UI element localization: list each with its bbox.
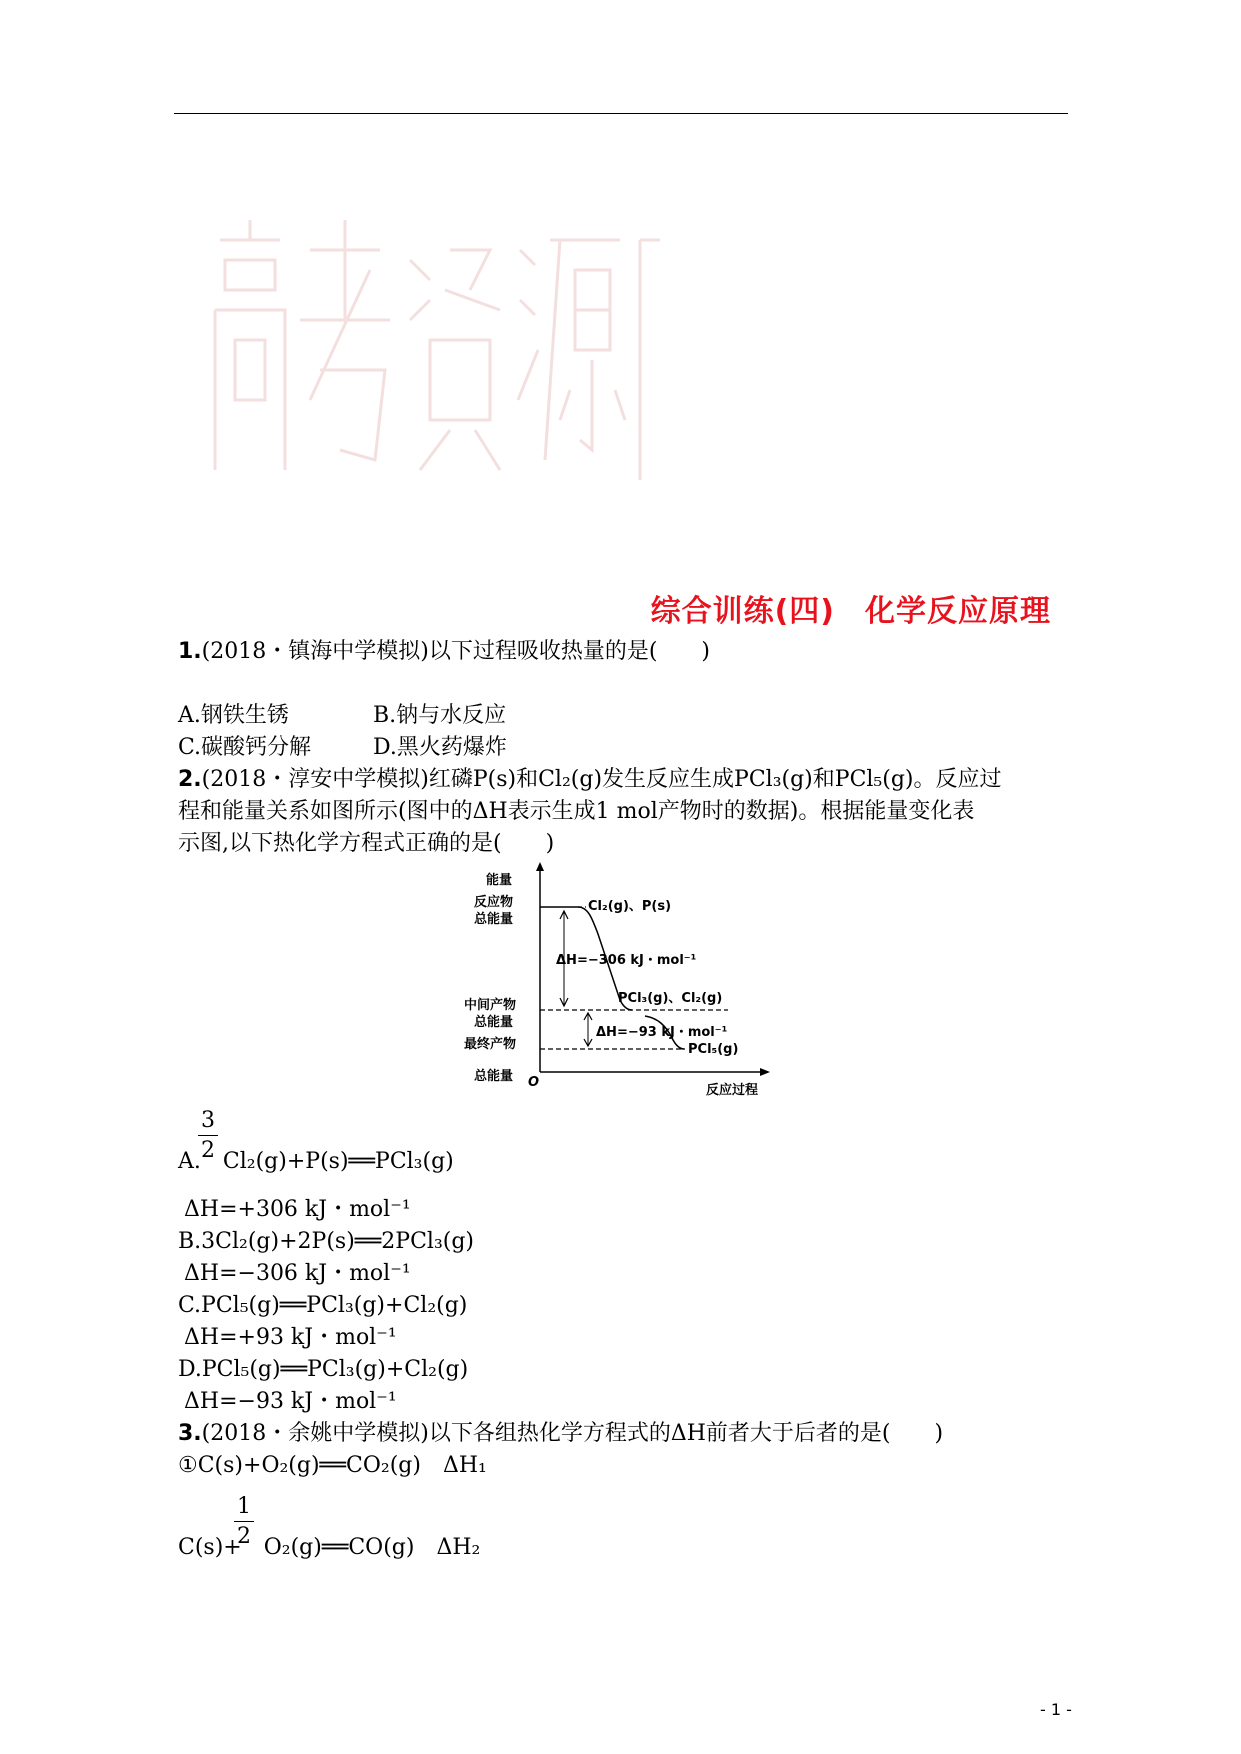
diagram-intermediate-label-2: 总能量	[474, 1015, 514, 1030]
q3-eq2-right: O₂(g)══CO(g) ΔH₂	[263, 1535, 481, 1560]
diagram-reactants-species: Cl₂(g)、P(s)	[588, 899, 672, 914]
section-title-part2: 化学反应原理	[865, 594, 1051, 629]
header-rule	[174, 113, 1068, 114]
q1-options-row1	[178, 702, 506, 730]
q2-option-b-eq: B.3Cl₂(g)+2P(s)══2PCl₃(g)	[178, 1229, 475, 1254]
page-number: - 1 -	[1040, 1700, 1072, 1719]
q3-eq2-frac-num: 1	[237, 1494, 251, 1519]
q3-stem	[178, 1420, 943, 1448]
section-title	[651, 586, 1051, 630]
diagram-reactants-label-2: 总能量	[474, 912, 514, 927]
diagram-final-label-1: 最终产物	[464, 1037, 517, 1052]
watermark-image	[200, 200, 660, 500]
diagram-final-label-2: 总能量	[474, 1069, 514, 1084]
energy-diagram	[464, 862, 790, 1098]
q1-options-row2	[178, 734, 507, 762]
q2-option-d-eq: D.PCl₅(g)══PCl₃(g)+Cl₂(g)	[178, 1357, 469, 1382]
q2-option-b-dh: ΔH=−306 kJ・mol⁻¹	[184, 1261, 411, 1286]
x-axis-arrow	[760, 1068, 770, 1076]
q3-number: 3.	[178, 1421, 202, 1446]
diagram-reactants-label-1: 反应物	[474, 895, 514, 910]
q2-stem-line1-text: (2018・淳安中学模拟)红磷P(s)和Cl₂(g)发生反应生成PCl₃(g)和PCl₅(g)。反应过	[201, 767, 1002, 792]
q1-stem-text: (2018・镇海中学模拟)以下过程吸收热量的是( )	[201, 639, 710, 664]
q1-option-c: C.碳酸钙分解	[178, 735, 312, 760]
q2-option-a-label: A.	[178, 1149, 201, 1174]
diagram-origin: O	[528, 1075, 540, 1090]
q2-number: 2.	[178, 767, 202, 792]
diagram-intermediate-species: PCl₃(g)、Cl₂(g)	[618, 991, 723, 1006]
diagram-dh1: ΔH=−306 kJ・mol⁻¹	[556, 953, 697, 968]
q2-option-a-dh: ΔH=+306 kJ・mol⁻¹	[184, 1197, 411, 1222]
q1-option-d: D.黑火药爆炸	[373, 735, 507, 760]
q3-eq2-frac-den: 2	[237, 1524, 251, 1549]
section-title-part1: 综合训练(四)	[650, 594, 835, 629]
diagram-intermediate-label-1: 中间产物	[464, 998, 517, 1013]
q3-stem-text: (2018・余姚中学模拟)以下各组热化学方程式的ΔH前者大于后者的是( )	[201, 1421, 944, 1446]
q2-stem-line2: 程和能量关系如图所示(图中的ΔH表示生成1 mol产物时的数据)。根据能量变化表	[178, 799, 975, 824]
q1-option-b: B.钠与水反应	[373, 703, 507, 728]
q1-number: 1.	[178, 639, 202, 664]
q1-stem	[178, 638, 710, 666]
q2-option-d-dh: ΔH=−93 kJ・mol⁻¹	[184, 1389, 397, 1414]
y-axis-arrow	[536, 862, 544, 871]
q2-option-a-frac-num: 3	[201, 1108, 215, 1133]
diagram-dh2: ΔH=−93 kJ・mol⁻¹	[596, 1025, 728, 1040]
diagram-final-species: PCl₅(g)	[688, 1042, 739, 1057]
q2-option-a	[178, 1148, 454, 1176]
q2-stem-line3: 示图,以下热化学方程式正确的是( )	[178, 831, 555, 856]
q2-option-a-eq: Cl₂(g)+P(s)══PCl₃(g)	[222, 1149, 454, 1174]
q3-eq2	[178, 1534, 480, 1562]
q3-eq2-left: C(s)+	[178, 1535, 242, 1560]
q3-eq1: ①C(s)+O₂(g)══CO₂(g) ΔH₁	[178, 1453, 487, 1478]
q2-option-c-dh: ΔH=+93 kJ・mol⁻¹	[184, 1325, 397, 1350]
q1-option-a: A.钢铁生锈	[178, 703, 289, 728]
diagram-y-label: 能量	[486, 873, 513, 888]
q2-option-c-eq: C.PCl₅(g)══PCl₃(g)+Cl₂(g)	[178, 1293, 468, 1318]
diagram-x-label: 反应过程	[706, 1083, 759, 1098]
q2-stem-line1	[178, 766, 1002, 794]
q2-option-a-frac-den: 2	[201, 1138, 215, 1163]
